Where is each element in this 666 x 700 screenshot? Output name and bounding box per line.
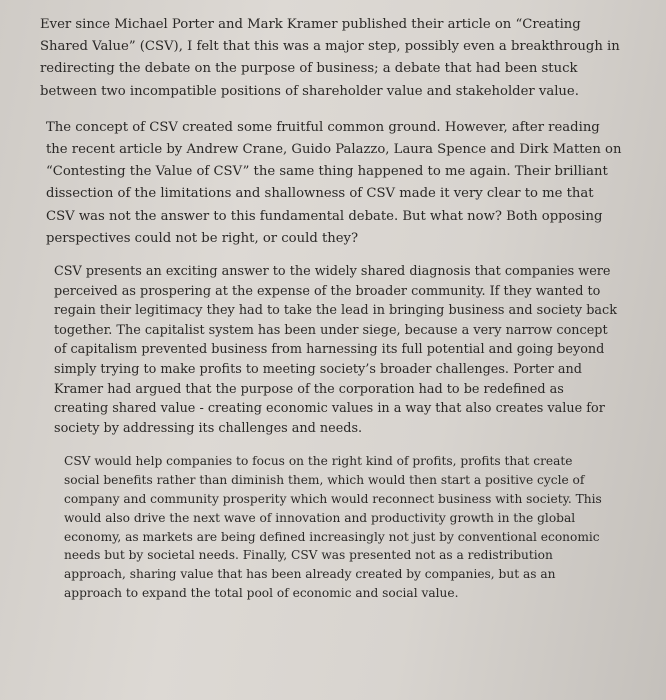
paragraph-3: CSV presents an exciting answer to the widely shared diagnosis that companies were perceived as prospering at the expense of the broader community. If they wanted to regain their legitimacy they had to take the lead in bringing business and society back together. The capitalist system has been under siege, because a very narrow concept of capitalism prevented business from harnessing its full potential and going beyond simply trying to make profits to meeting society’s broader challenges. Porter and Kramer had argued that the purpose of the corporation had to be redefined as creating shared value - creating economic values in a way that also creates value for society by addressing its challenges and needs. bbox=[54, 264, 617, 436]
paragraph-1: Ever since Michael Porter and Mark Kramer published their article on “Creating Shared Value” (CSV), I felt that this was a major step, possibly even a breakthrough in redirecting the debate on the purpose of business; a debate that had been stuck between two incompatible positions of shareholder value and stakeholder value. bbox=[40, 17, 620, 99]
paragraph-4: CSV would help companies to focus on the right kind of profits, profits that create social benefits rather than diminish them, which would then start a positive cycle of company and community prosperity which would reconnect business with society. This would also drive the next wave of innovation and productivity growth in the global economy, as markets are being defined increasingly not just by conventional economic needs but by societal needs. Finally, CSV was presented not as a redistribution approach, sharing value that has been already created by companies, but as an approach to expand the total pool of economic and social value. bbox=[64, 454, 602, 600]
paragraph-2: The concept of CSV created some fruitful common ground. However, after reading the recent article by Andrew Crane, Guido Palazzo, Laura Spence and Dirk Matten on “Contesting the Value of CSV” the same thing happened to me again. Their brilliant dissection of the limitations and shallowness of CSV made it very clear to me that CSV was not the answer to this fundamental debate. But what now? Both opposing perspectives could not be right, or could they? bbox=[46, 119, 622, 246]
